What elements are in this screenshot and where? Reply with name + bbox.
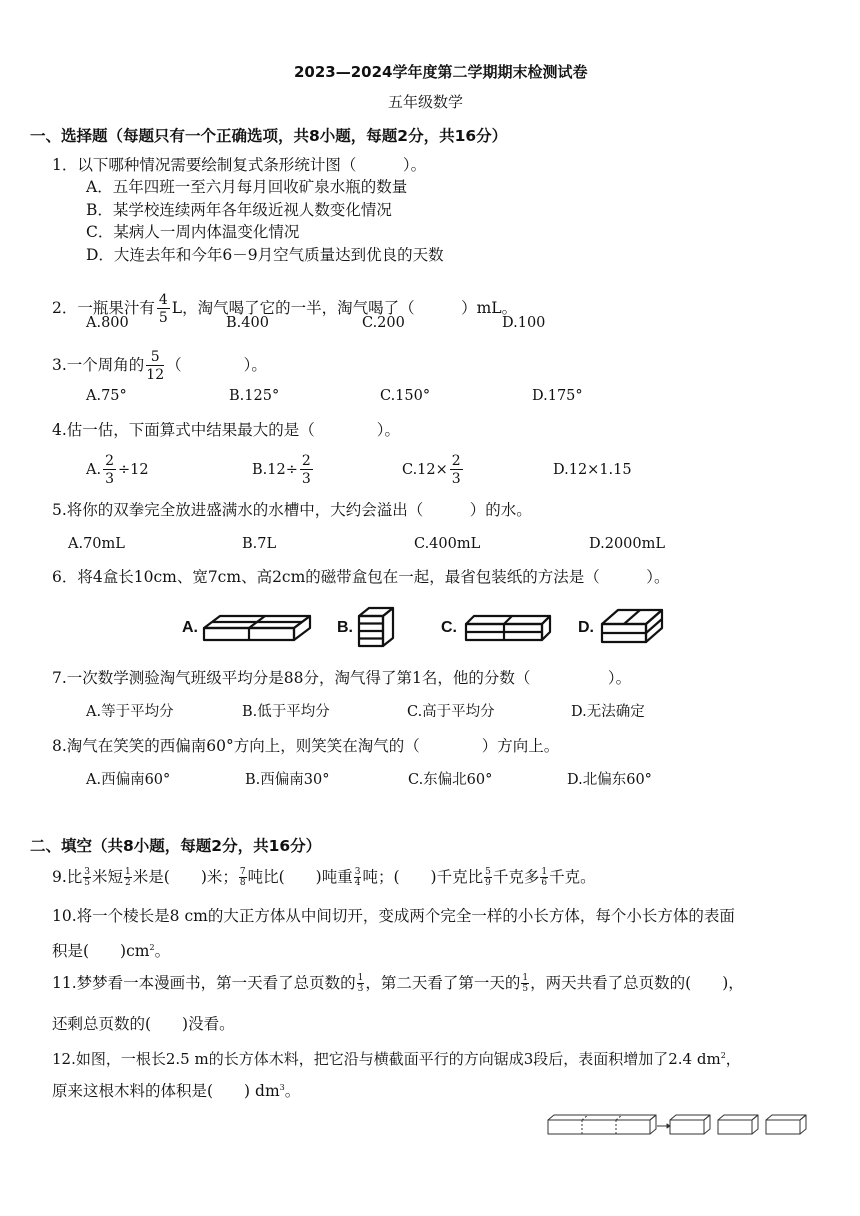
q5-option-b: B.7L xyxy=(242,536,277,552)
q4-option-b: B.12÷ $\frac{2}{3}$ xyxy=(252,453,311,487)
q5-option-d: D.2000mL xyxy=(589,536,665,552)
section1-heading: 一、选择题（每题只有一个正确选项，共8小题，每题2分，共16分） xyxy=(30,127,508,145)
q8-stem: 8.淘气在笑笑的西偏南60°方向上，则笑笑在淘气的（ ）方向上。 xyxy=(52,737,560,755)
section2-heading: 二、填空（共8小题，每题2分，共16分） xyxy=(30,837,322,855)
q7-option-d: D.无法确定 xyxy=(571,704,645,720)
q12-line1: 12.如图，一根长2.5 m的长方体木料，把它沿与横截面平行的方向锯成3段后，表面积增加了2.4 $dm^2$， xyxy=(52,1050,741,1068)
q7-option-b: B.低于平均分 xyxy=(242,704,330,720)
q4-option-d: D.12×1.15 xyxy=(553,462,632,478)
small-fraction: $\frac{1}{3}$ xyxy=(357,973,364,994)
fraction: $\frac{4}{5}$ xyxy=(158,292,168,326)
small-fraction: $\frac{5}{9}$ xyxy=(485,867,491,888)
q11-line1: 11.梦梦看一本漫画书，第一天看了总页数的 $\frac{1}{3}$ ，第二天看了第一天的 $\frac{1}{5}$ ，两天共看了总页数的( )， xyxy=(52,973,744,994)
q2-option-c: C.200 xyxy=(362,315,405,331)
q8-option-d: D.北偏东60° xyxy=(567,772,652,788)
q6-figure-b xyxy=(356,606,394,648)
q2-option-d: D.100 xyxy=(502,315,546,331)
q2-option-b: B.400 xyxy=(226,315,269,331)
q3-stem: 3.一个周角的 $\frac{5}{12}$ （ ）。 xyxy=(52,349,267,383)
q1-option-a: A．五年四班一至六月每月回收矿泉水瓶的数量 xyxy=(86,178,408,196)
q6-figure-label-b: B. xyxy=(337,619,353,636)
q1-stem: 1．以下哪种情况需要绘制复式条形统计图（ ）。 xyxy=(52,156,427,174)
q3-option-c: C.150° xyxy=(380,388,431,404)
small-fraction: $\frac{3}{4}$ xyxy=(354,867,361,888)
fraction: $\frac{2}{3}$ xyxy=(301,453,311,487)
q6-figure-label-d: D. xyxy=(578,619,594,636)
q7-stem: 7.一次数学测验淘气班级平均分是88分，淘气得了第1名，他的分数（ ）。 xyxy=(52,669,632,687)
q7-option-a: A.等于平均分 xyxy=(86,704,174,720)
q6-figure-d xyxy=(598,606,664,646)
q7-option-c: C.高于平均分 xyxy=(407,704,495,720)
small-fraction: $\frac{1}{6}$ xyxy=(541,867,548,888)
fraction: $\frac{5}{12}$ xyxy=(146,349,165,383)
q6-figure-label-a: A. xyxy=(182,619,198,636)
fraction: $\frac{2}{3}$ xyxy=(451,453,461,487)
q6-stem: 6．将4盒长10cm、宽7cm、高2cm的磁带盒包在一起，最省包装纸的方法是（ ）。 xyxy=(52,568,670,586)
q3-option-a: A.75° xyxy=(86,388,127,404)
q10-line2: 积是( )$cm^2$。 xyxy=(52,942,171,961)
q11-line2: 还剩总页数的( )没看。 xyxy=(52,1015,235,1033)
q5-option-c: C.400mL xyxy=(414,536,481,552)
q8-option-c: C.东偏北60° xyxy=(408,772,493,788)
q8-option-b: B.西偏南30° xyxy=(245,772,330,788)
small-fraction: $\frac{1}{5}$ xyxy=(522,973,529,994)
q10-line1: 10.将一个棱长是8 cm的大正方体从中间切开，变成两个完全一样的小长方体，每个小长方体的表面 xyxy=(52,907,735,925)
small-fraction: $\frac{7}{8}$ xyxy=(239,867,246,888)
q5-stem: 5.将你的双拳完全放进盛满水的水槽中，大约会溢出（ ）的水。 xyxy=(52,501,532,519)
q6-figure-label-c: C. xyxy=(441,619,457,636)
exam-subtitle: 五年级数学 xyxy=(388,93,464,111)
q4-option-a: A. $\frac{2}{3}$ ÷12 xyxy=(86,453,149,487)
q1-option-d: D．大连去年和今年6－9月空气质量达到优良的天数 xyxy=(86,246,444,264)
q4-option-c: C.12× $\frac{2}{3}$ xyxy=(402,453,461,487)
small-fraction: $\frac{3}{5}$ xyxy=(84,867,91,888)
exam-title: 2023—2024学年度第二学期期末检测试卷 xyxy=(294,63,588,81)
q2-option-a: A.800 xyxy=(86,315,129,331)
q1-option-c: C．某病人一周内体温变化情况 xyxy=(86,223,300,241)
q8-option-a: A.西偏南60° xyxy=(86,772,171,788)
q5-option-a: A.70mL xyxy=(68,536,125,552)
q1-option-b: B．某学校连续两年各年级近视人数变化情况 xyxy=(86,201,392,219)
q3-option-d: D.175° xyxy=(532,388,583,404)
q12-figure xyxy=(546,1112,812,1138)
fraction: $\frac{2}{3}$ xyxy=(105,453,115,487)
q6-figure-a xyxy=(200,610,310,646)
q6-figure-c xyxy=(462,610,552,646)
q12-line2: 原来这根木料的体积是( ) $dm^3$。 xyxy=(52,1082,301,1101)
q9-stem: 9.比 $\frac{3}{5}$ 米短 $\frac{1}{2}$ 米是( )米； $\frac{7}{8}$ 吨比( )吨重 $\frac{3}{4}$ 吨；( )千克比 $\frac{5}{9}$ 千克多 $\frac{1}{6}$ 千克。 xyxy=(52,867,596,888)
small-fraction: $\frac{1}{2}$ xyxy=(125,867,131,888)
q2-stem: 2．一瓶果汁有 $\frac{4}{5}$ L，淘气喝了它的一半，淘气喝了（ ）mL。 xyxy=(52,292,518,326)
q4-stem: 4.估一估，下面算式中结果最大的是（ ）。 xyxy=(52,421,401,439)
q3-option-b: B.125° xyxy=(229,388,280,404)
